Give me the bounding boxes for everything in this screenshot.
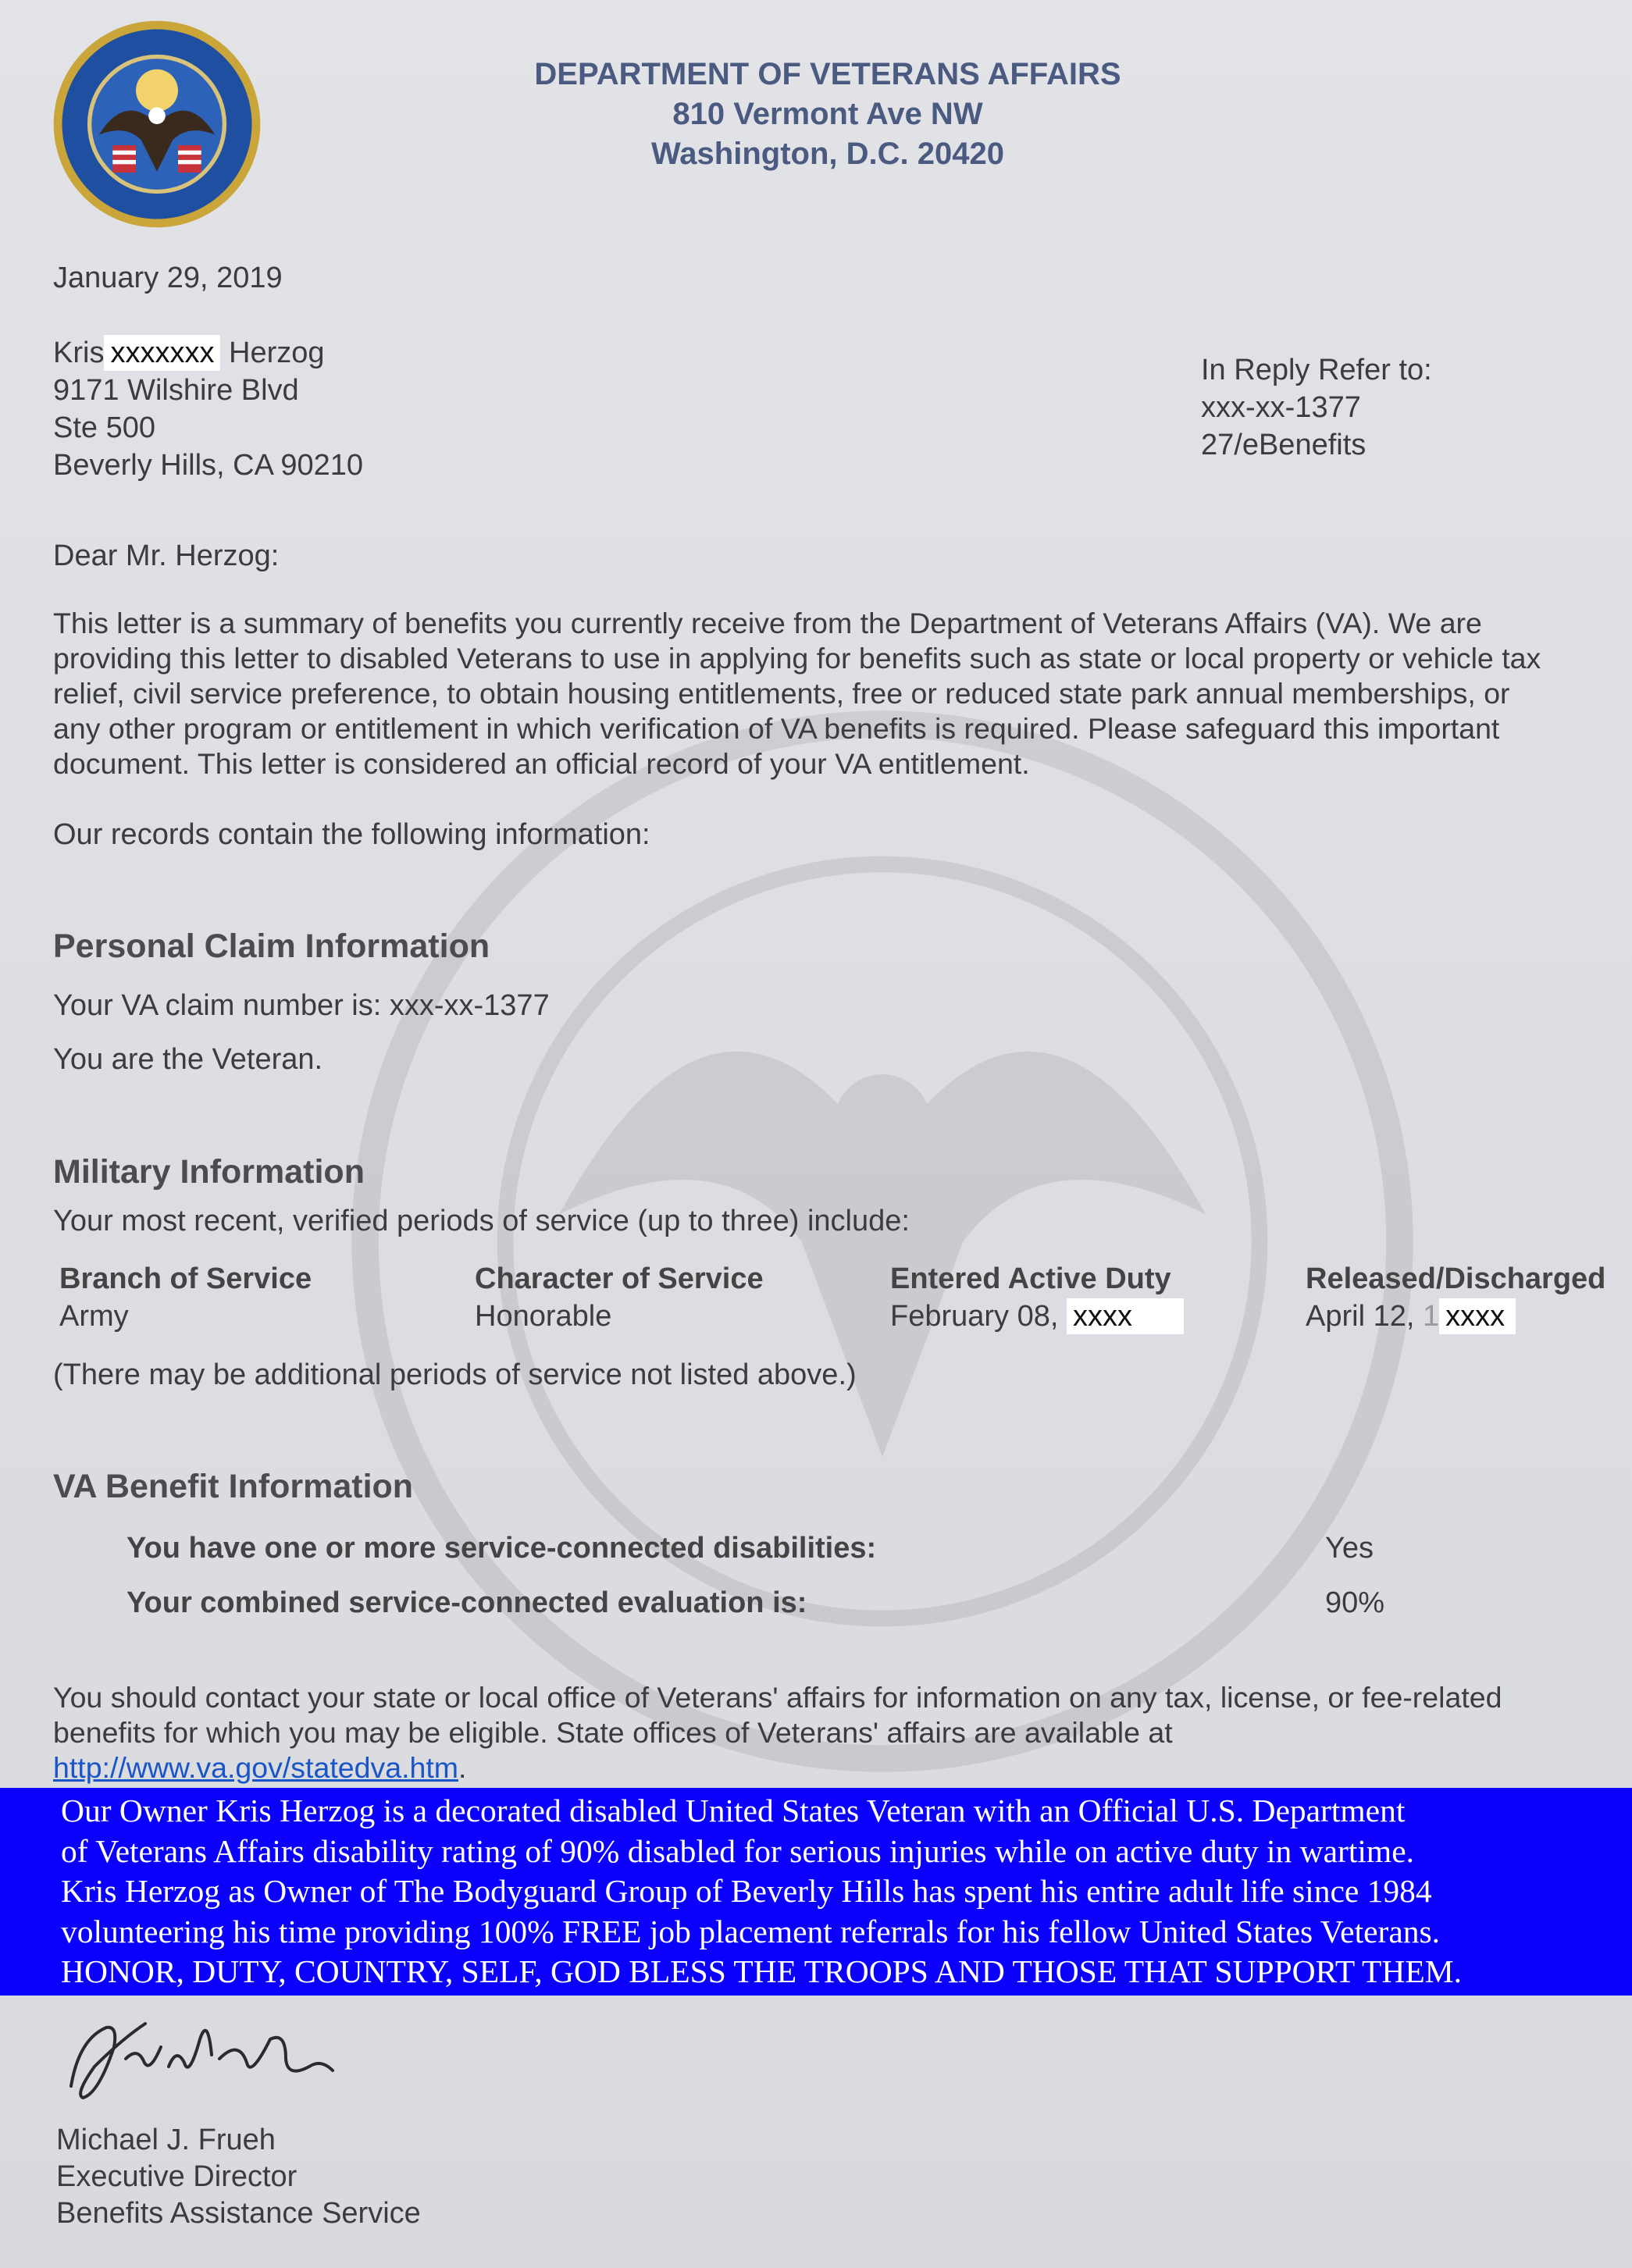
redaction-box: xxxxxxx	[104, 335, 220, 371]
intro-line: document. This letter is considered an official record of your VA entitlement.	[53, 747, 1030, 780]
benefit-row	[126, 1586, 1454, 1620]
banner-line: volunteering his time providing 100% FREE job placement referrals for his fellow United States Veterans.	[61, 1913, 1441, 1949]
intro-line: providing this letter to disabled Veterans to use in applying for benefits such as state or local property or vehicle tax	[53, 642, 1541, 675]
reference-file-number: xxx-xx-1377	[1201, 391, 1361, 424]
recipient-street: 9171 Wilshire Blvd	[53, 374, 299, 407]
branch-header: Branch of Service	[59, 1262, 312, 1295]
benefit-label: Your combined service-connected evaluation is:	[126, 1586, 807, 1619]
signature	[52, 1992, 364, 2110]
contact-line: You should contact your state or local office of Veterans' affairs for information on any tax, license, or fee-related	[53, 1681, 1502, 1714]
benefit-section-title: VA Benefit Information	[53, 1468, 414, 1505]
recipient-suite: Ste 500	[53, 411, 155, 444]
signer-office: Benefits Assistance Service	[56, 2197, 421, 2230]
salutation: Dear Mr. Herzog:	[53, 539, 280, 572]
claim-number: Your VA claim number is: xxx-xx-1377	[53, 989, 550, 1022]
signer-title: Executive Director	[56, 2160, 298, 2193]
entered-date-text: February 08,	[890, 1300, 1059, 1333]
reference-label: In Reply Refer to:	[1201, 354, 1432, 386]
recipient-address	[53, 334, 363, 484]
character-value: Honorable	[475, 1300, 612, 1333]
service-intro: Your most recent, verified periods of service (up to three) include:	[53, 1205, 910, 1237]
intro-line: relief, civil service preference, to obtain housing entitlements, free or reduced state park annual memberships, or	[53, 677, 1510, 710]
banner-line: Our Owner Kris Herzog is a decorated disabled United States Veteran with an Official U.S. Department	[61, 1793, 1406, 1828]
records-intro: Our records contain the following information:	[53, 818, 650, 851]
letterhead	[437, 55, 1218, 174]
released-value	[1306, 1298, 1605, 1335]
intro-line: any other program or entitlement in which verification of VA benefits is required. Please safeguard this important	[53, 712, 1500, 745]
contact-paragraph	[53, 1680, 1607, 1786]
agency-name: DEPARTMENT OF VETERANS AFFAIRS	[534, 57, 1121, 91]
banner-line: HONOR, DUTY, COUNTRY, SELF, GOD BLESS THE TROOPS AND THOSE THAT SUPPORT THEM.	[61, 1953, 1463, 1989]
banner-line: Kris Herzog as Owner of The Bodyguard Group of Beverly Hills has spent his entire adult life since 1984	[61, 1873, 1432, 1909]
redaction-box: xxxx	[1439, 1298, 1516, 1334]
entered-column	[890, 1260, 1184, 1335]
letter-date: January 29, 2019	[53, 262, 283, 294]
agency-street: 810 Vermont Ave NW	[672, 97, 983, 131]
contact-line: benefits for which you may be eligible. State offices of Veterans' affairs are available at	[53, 1716, 1173, 1749]
benefit-row	[126, 1532, 1454, 1565]
service-note: (There may be additional periods of service not listed above.)	[53, 1358, 857, 1391]
intro-paragraph	[53, 606, 1607, 782]
recipient-last-name: Herzog	[229, 336, 325, 369]
released-year-fragment: 1	[1422, 1300, 1440, 1333]
character-header: Character of Service	[475, 1262, 764, 1295]
released-column	[1306, 1260, 1605, 1335]
banner-line: of Veterans Affairs disability rating of 90% disabled for serious injuries while on active duty in wartime.	[61, 1832, 1415, 1869]
personal-section-title: Personal Claim Information	[53, 927, 490, 965]
benefit-value: Yes	[1325, 1532, 1374, 1565]
agency-city: Washington, D.C. 20420	[651, 137, 1004, 171]
benefit-label: You have one or more service-connected disabilities:	[126, 1532, 877, 1565]
military-section-title: Military Information	[53, 1153, 365, 1191]
intro-line: This letter is a summary of benefits you currently receive from the Department of Veterans Affairs (VA). We are	[53, 607, 1482, 639]
reference-code: 27/eBenefits	[1201, 429, 1367, 461]
released-header: Released/Discharged	[1306, 1262, 1606, 1295]
link-suffix: .	[458, 1751, 467, 1784]
branch-column	[59, 1260, 312, 1335]
signer-block	[56, 2122, 421, 2232]
veteran-status: You are the Veteran.	[53, 1043, 323, 1076]
redaction-box: xxxx	[1067, 1298, 1184, 1334]
branch-value: Army	[59, 1300, 129, 1333]
recipient-name	[53, 334, 363, 372]
signer-name: Michael J. Frueh	[56, 2124, 276, 2156]
benefit-value: 90%	[1325, 1586, 1385, 1619]
reference-block	[1201, 351, 1432, 464]
owner-statement-banner	[0, 1788, 1632, 1996]
recipient-city: Beverly Hills, CA 90210	[53, 449, 364, 482]
va-seal-logo	[52, 19, 262, 230]
entered-value	[890, 1298, 1184, 1335]
character-column	[475, 1260, 764, 1335]
recipient-first-name: Kris	[53, 336, 105, 369]
contact-link-line	[53, 1750, 1607, 1786]
entered-header: Entered Active Duty	[890, 1262, 1171, 1295]
state-offices-link[interactable]: http://www.va.gov/statedva.htm	[53, 1751, 458, 1784]
released-date-text: April 12,	[1306, 1300, 1415, 1333]
